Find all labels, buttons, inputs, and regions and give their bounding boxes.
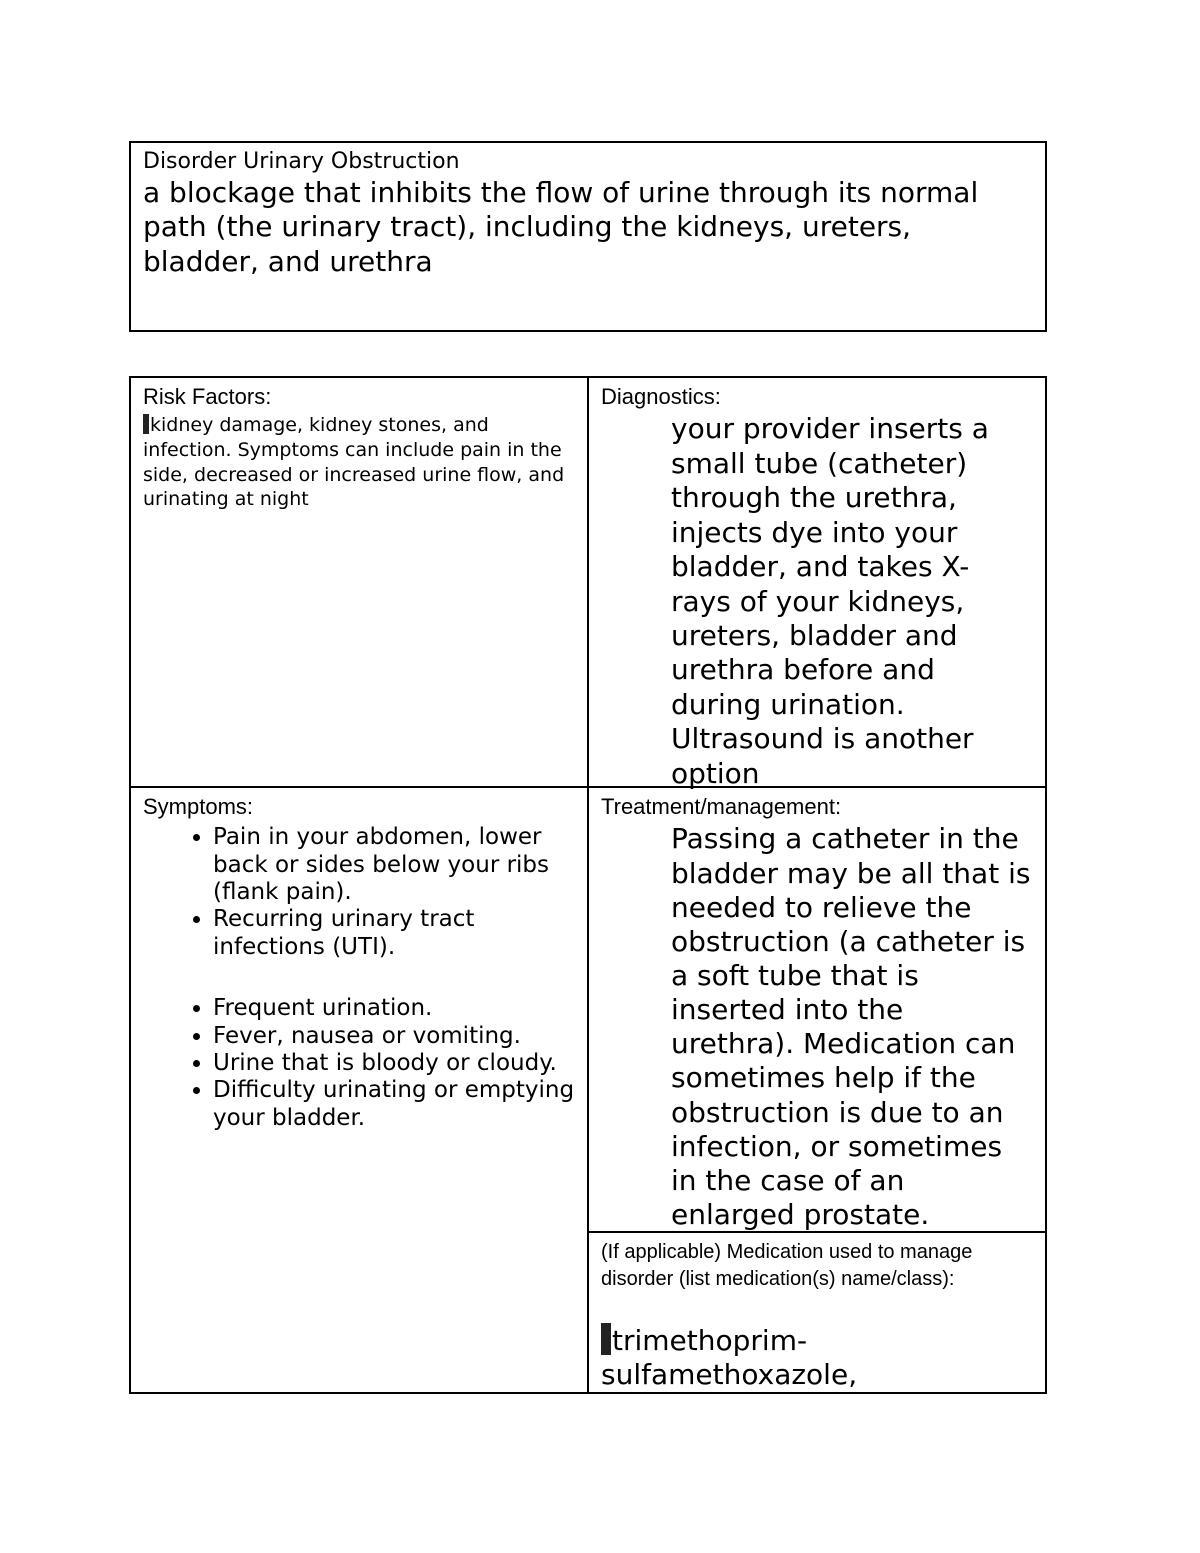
- symptom-item: • Frequent urination.: [213, 995, 575, 1022]
- symptoms-label: Symptoms:: [143, 794, 254, 819]
- symptom-item: • Fever, nausea or vomiting.: [213, 1023, 575, 1050]
- diagnostics-label: Diagnostics:: [601, 384, 721, 409]
- diagnostics-cell: [589, 378, 1045, 790]
- symptoms-list: [143, 824, 575, 1132]
- risk-factors-text: kidney damage, kidney stones, and infection. Symptoms can include pain in the side, decreased or increased urine flow, and urinating at night: [143, 414, 565, 511]
- risk-factors-label: Risk Factors:: [143, 384, 272, 409]
- medication-text: trimethoprim-sulfamethoxazole,: [601, 1324, 858, 1392]
- medication-label: (If applicable) Medication used to manage disorder (list medication(s) name/class):: [601, 1241, 973, 1290]
- disorder-label: Disorder Urinary Obstruction: [143, 149, 460, 174]
- medication-cell: [589, 1233, 1045, 1392]
- treatment-cell: [589, 788, 1045, 1231]
- medication-text-wrap: [601, 1323, 913, 1392]
- disorder-definition: a blockage that inhibits the flow of urine through its normal path (the urinary tract), including the kidneys, ureters, bladder, and urethra: [143, 176, 979, 278]
- diagnostics-text: your provider inserts a small tube (catheter) through the urethra, injects dye into your bladder, and takes X-rays of your kidneys, ureters, bladder and urethra before and during urination. Ultrasound is another option: [671, 412, 989, 790]
- symptom-item: • Pain in your abdomen, lower back or sides below your ribs (flank pain).: [213, 824, 575, 906]
- risk-factors-cell: [131, 378, 587, 786]
- symptom-item: • Difficulty urinating or emptying your bladder.: [213, 1077, 575, 1132]
- treatment-text: Passing a catheter in the bladder may be all that is needed to relieve the obstruction (a catheter is a soft tube that is inserted into the urethra). Medication can sometimes help if the obstruction is due to an infection, or sometimes in the case of an enlarged prostate.: [671, 822, 1031, 1232]
- risk-factors-text-wrap: [143, 413, 575, 512]
- symptom-item: • Urine that is bloody or cloudy.: [213, 1050, 575, 1077]
- disorder-header-box: [129, 141, 1047, 332]
- symptoms-cell: [131, 788, 587, 1392]
- treatment-label: Treatment/management:: [601, 794, 842, 819]
- text-cursor: [601, 1323, 611, 1355]
- list-spacer: [213, 961, 575, 995]
- text-cursor: [143, 414, 149, 434]
- symptom-item: • Recurring urinary tract infections (UTI).: [213, 906, 575, 961]
